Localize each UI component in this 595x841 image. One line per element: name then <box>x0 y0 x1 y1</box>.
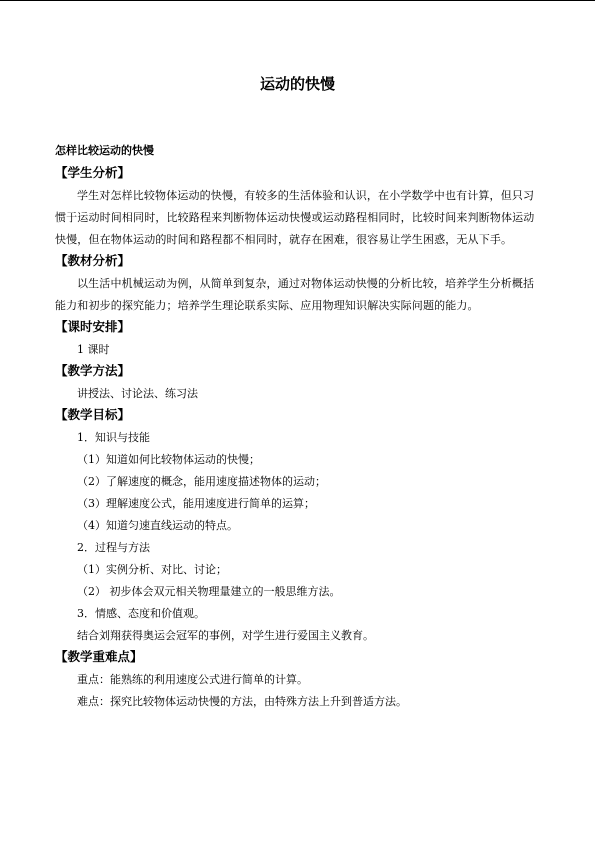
goal-item: （3）理解速度公式，能用速度进行简单的运算； <box>77 497 315 510</box>
section-heading: 【学生分析】 <box>55 165 131 180</box>
section-schedule <box>55 317 540 361</box>
section-textbook-analysis <box>55 251 540 317</box>
document-title: 运动的快慢 <box>259 75 335 93</box>
section-key-points <box>55 647 540 713</box>
goal-item: （2）了解速度的概念，能用速度描述物体的运动； <box>77 475 326 488</box>
section-heading: 【教学方法】 <box>55 363 131 378</box>
goal-item: （4）知道匀速直线运动的特点。 <box>77 519 238 532</box>
section-heading: 【教学重难点】 <box>55 649 143 664</box>
section-teaching-method <box>55 361 540 405</box>
key-point-item: 重点：能熟练的利用速度公式进行简单的计算。 <box>77 673 308 686</box>
section-line: 1 课时 <box>77 343 110 356</box>
document-body <box>55 143 540 713</box>
goal-item: 1．知识与技能 <box>77 431 150 444</box>
goal-item: （2） 初步体会双元相关物理量建立的一般思维方法。 <box>77 585 341 598</box>
section-paragraph: 以生活中机械运动为例，从简单到复杂，通过对物体运动快慢的分析比较，培养学生分析概括能力和初步的探究能力；培养学生理论联系实际、应用物理知识解决实际问题的能力。 <box>55 277 535 312</box>
goal-item: （1）实例分析、对比、讨论； <box>77 563 227 576</box>
goal-item: （1）知道如何比较物体运动的快慢； <box>77 453 260 466</box>
goal-item: 3．情感、态度和价值观。 <box>77 607 205 620</box>
goal-item: 结合刘翔获得奥运会冠军的事例，对学生进行爱国主义教育。 <box>77 629 374 642</box>
goal-item: 2．过程与方法 <box>77 541 150 554</box>
section-teaching-goals <box>55 405 540 647</box>
document-subtitle: 怎样比较运动的快慢 <box>55 144 154 157</box>
section-paragraph: 学生对怎样比较物体运动的快慢，有较多的生活体验和认识，在小学数学中也有计算，但只习惯于运动时间相同时，比较路程来判断物体运动快慢或运动路程相同时，比较时间来判断物体运动快慢，但在物体运动的时间和路程都不相同时，就存在困难，很容易让学生困惑，无从下手。 <box>55 189 535 246</box>
section-line: 讲授法、讨论法、练习法 <box>77 387 198 400</box>
section-heading: 【教学目标】 <box>55 407 131 422</box>
section-student-analysis <box>55 163 540 251</box>
section-heading: 【教材分析】 <box>55 253 131 268</box>
section-heading: 【课时安排】 <box>55 319 131 334</box>
page-top-rule <box>0 0 595 1</box>
key-point-item: 难点：探究比较物体运动快慢的方法，由特殊方法上升到普适方法。 <box>77 695 407 708</box>
